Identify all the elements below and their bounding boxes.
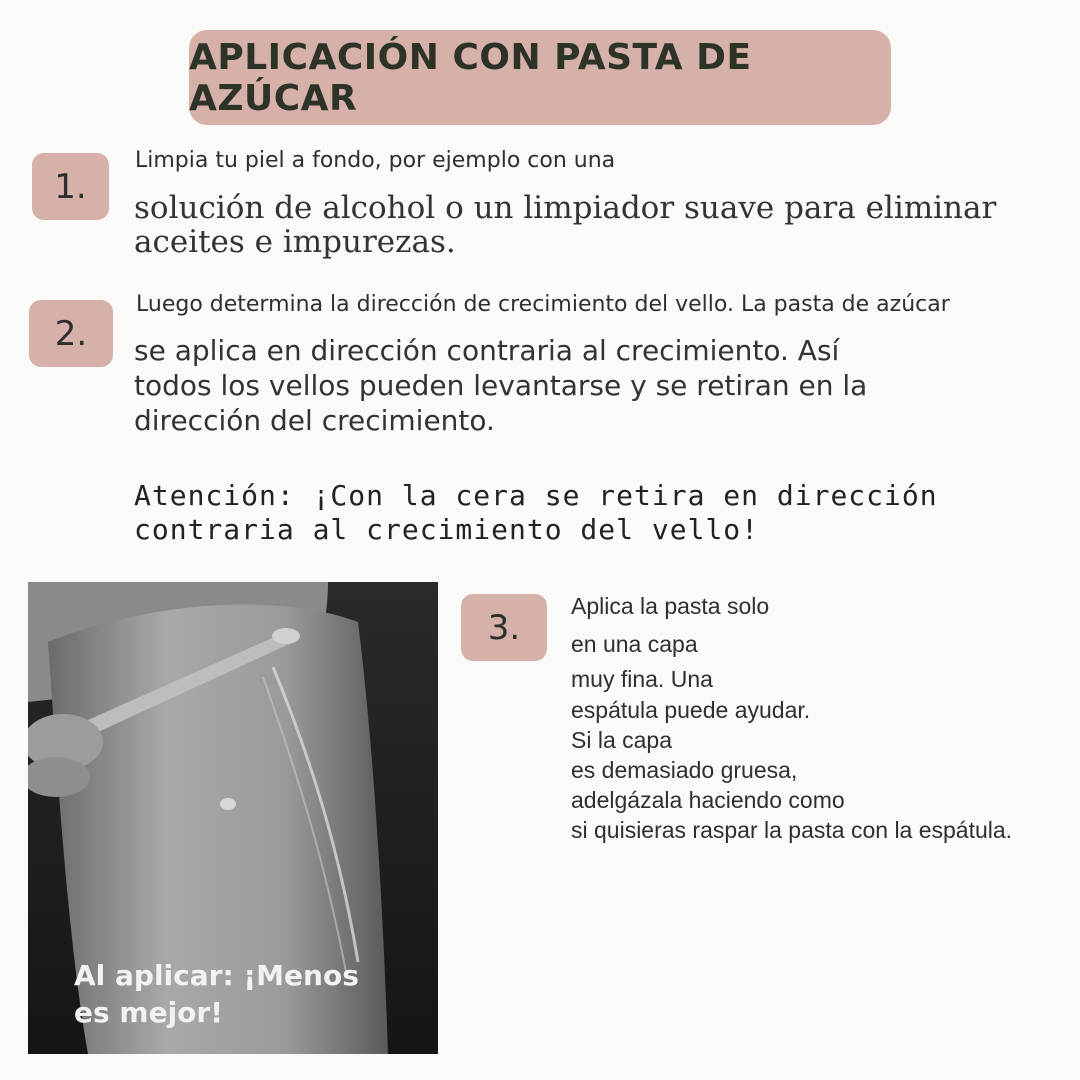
attention-line-2: contraria al crecimiento del vello!	[134, 513, 760, 546]
step-1-line-2: solución de alcohol o un limpiador suave para eliminar	[134, 190, 997, 226]
step-3-line-2: en una capa	[571, 631, 698, 657]
page-title: APLICACIÓN CON PASTA DE AZÚCAR	[189, 36, 752, 119]
attention-line-1: Atención: ¡Con la cera se retira en dirección	[134, 479, 938, 512]
step-3-line-1: Aplica la pasta solo	[571, 593, 770, 619]
step-3-line-5: Si la capa	[571, 727, 673, 753]
photo-caption-line-2: es mejor!	[74, 996, 223, 1029]
step-3-line-8: si quisieras raspar la pasta con la espátula.	[571, 817, 1013, 843]
photo-caption	[74, 957, 359, 1031]
step-2-line-4: dirección del crecimiento.	[134, 404, 495, 437]
step-3-number: 3.	[461, 594, 547, 661]
step-2-number: 2.	[29, 300, 113, 367]
step-1-line-3: aceites e impurezas.	[134, 224, 456, 260]
step-2-line-1: Luego determina la dirección de crecimiento del vello. La pasta de azúcar	[136, 292, 950, 317]
step-2-line-3: todos los vellos pueden levantarse y se retiran en la	[134, 369, 868, 402]
step-2-line-2: se aplica en dirección contraria al crecimiento. Así	[134, 334, 840, 367]
application-photo	[28, 582, 438, 1054]
photo-caption-line-1: Al aplicar: ¡Menos	[74, 959, 359, 992]
step-1-number: 1.	[32, 153, 109, 220]
title-banner	[189, 30, 891, 125]
step-3-line-3: muy fina. Una	[571, 666, 713, 692]
step-3-line-4: espátula puede ayudar.	[571, 697, 811, 723]
step-3-line-6: es demasiado gruesa,	[571, 757, 798, 783]
step-1-line-1: Limpia tu piel a fondo, por ejemplo con una	[135, 148, 616, 173]
step-3-line-7: adelgázala haciendo como	[571, 787, 845, 813]
